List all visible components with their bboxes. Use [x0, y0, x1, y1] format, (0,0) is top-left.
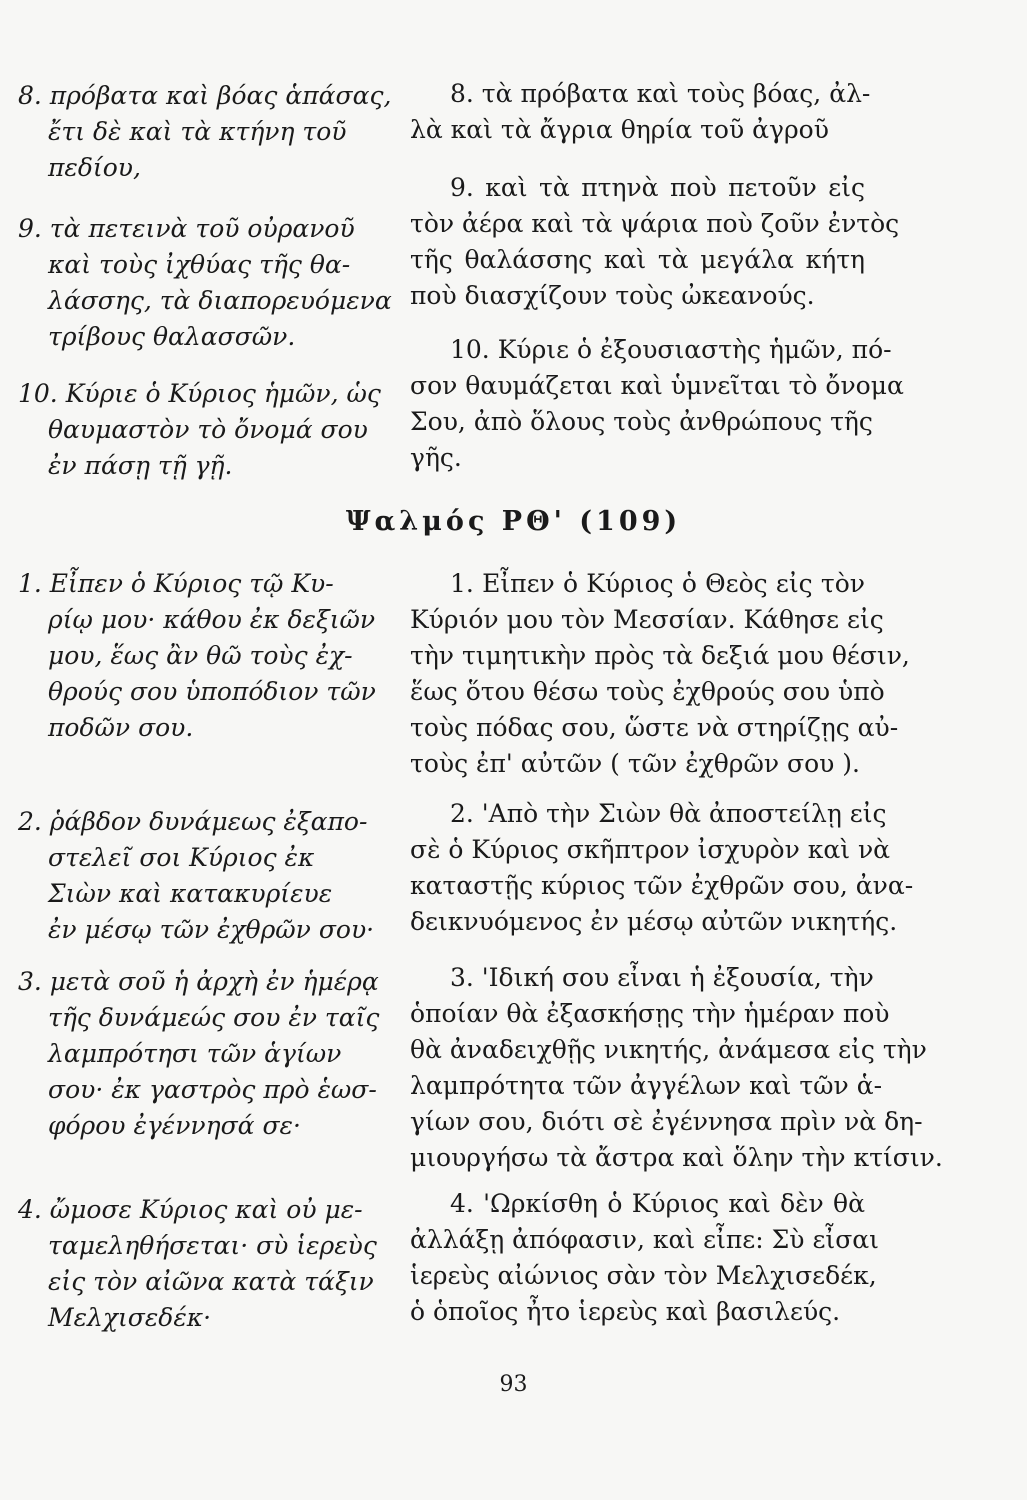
- verse-line: γῆς.: [410, 443, 462, 472]
- verse-line: θρούς σου ὑποπόδιον τῶν: [48, 677, 376, 706]
- psalm-heading: Ψαλμός ΡΘ' (109): [345, 506, 682, 537]
- verse-line: ποὺ διασχίζουν τοὺς ὠκεανούς.: [410, 281, 815, 310]
- verse-line: ἀλλάξῃ ἀπόφασιν, καὶ εἶπε: Σὺ εἶσαι: [410, 1225, 879, 1254]
- verse-line: ἔτι δὲ καὶ τὰ κτήνη τοῦ: [48, 117, 347, 146]
- verse-line: καὶ τοὺς ἰχθύας τῆς θα-: [48, 250, 351, 279]
- verse-line: τῆς δυνάμεώς σου ἐν ταῖς: [48, 1003, 380, 1032]
- verse-line: λαμπρότητα τῶν ἀγγέλων καὶ τῶν ἁ-: [410, 1071, 883, 1100]
- verse: [410, 332, 904, 476]
- verse-line: Μελχισεδέκ·: [48, 1303, 212, 1332]
- verse: [18, 376, 390, 484]
- verse-line: ὁποίαν θὰ ἐξασκήσῃς τὴν ἡμέραν ποὺ: [410, 999, 890, 1028]
- verse-line: 4. 'Ωρκίσθη ὁ Κύριος καὶ δὲν θὰ: [450, 1189, 865, 1218]
- verse-line: ταμεληθήσεται· σὺ ἱερεὺς: [48, 1231, 377, 1260]
- verse: [18, 566, 390, 746]
- verse-line: μου, ἕως ἂν θῶ τοὺς ἐχ-: [48, 641, 353, 670]
- verse-line: εἰς τὸν αἰῶνα κατὰ τάξιν: [48, 1267, 374, 1296]
- verse: [18, 211, 390, 355]
- verse-line: τὴν τιμητικὴν πρὸς τὰ δεξιά μου θέσιν,: [410, 641, 910, 670]
- verse-line: τὸν ἀέρα καὶ τὰ ψάρια ποὺ ζοῦν ἐντὸς: [410, 209, 900, 238]
- verse-line: 10. Κύριε ὁ Κύριος ἡμῶν, ὡς: [18, 379, 381, 408]
- verse-line: σου· ἐκ γαστρὸς πρὸ ἑωσ-: [48, 1075, 377, 1104]
- verse: [410, 796, 914, 940]
- verse-line: ρίῳ μου· κάθου ἐκ δεξιῶν: [48, 605, 376, 634]
- verse: [18, 78, 390, 186]
- verse-line: 3. μετὰ σοῦ ἡ ἀρχὴ ἐν ἡμέρᾳ: [18, 967, 379, 996]
- verse-line: φόρου ἐγέννησά σε·: [48, 1111, 301, 1140]
- verse-line: ποδῶν σου.: [48, 713, 194, 742]
- verse-line: ἕως ὅτου θέσω τοὺς ἐχθρούς σου ὑπὸ: [410, 677, 885, 706]
- verse-line: μιουργήσω τὰ ἄστρα καὶ ὅλην τὴν κτίσιν.: [410, 1143, 943, 1172]
- verse-line: θὰ ἀναδειχθῇς νικητής, ἀνάμεσα εἰς τὴν: [410, 1035, 927, 1064]
- verse: [18, 1192, 390, 1336]
- verse-line: λὰ καὶ τὰ ἄγρια θηρία τοῦ ἀγροῦ: [410, 115, 829, 144]
- verse-line: ἐν πάσῃ τῇ γῇ.: [48, 451, 233, 480]
- page-number: 93: [499, 1372, 528, 1397]
- verse-line: θαυμαστὸν τὸ ὄνομά σου: [48, 415, 368, 444]
- verse-line: 2. 'Απὸ τὴν Σιὼν θὰ ἀποστείλῃ εἰς: [450, 799, 887, 828]
- verse-line: Σιὼν καὶ κατακυρίευε: [48, 879, 333, 908]
- verse-line: τοὺς πόδας σου, ὥστε νὰ στηρίζῃς αὐ-: [410, 713, 899, 742]
- verse-line: Κύριόν μου τὸν Μεσσίαν. Κάθησε εἰς: [410, 605, 884, 634]
- verse-line: Σου, ἀπὸ ὅλους τοὺς ἀνθρώπους τῆς: [410, 407, 873, 436]
- verse-line: 1. Εἶπεν ὁ Κύριος ὁ Θεὸς εἰς τὸν: [450, 569, 865, 598]
- verse: [410, 170, 900, 314]
- verse: [18, 964, 390, 1144]
- verse-line: δεικνυόμενος ἐν μέσῳ αὐτῶν νικητής.: [410, 907, 898, 936]
- verse-line: τῆς θαλάσσης καὶ τὰ μεγάλα κήτη: [410, 245, 865, 274]
- verse-line: ἐν μέσῳ τῶν ἐχθρῶν σου·: [48, 915, 375, 944]
- verse-line: 1. Εἶπεν ὁ Κύριος τῷ Κυ-: [18, 569, 334, 598]
- verse-line: 8. τὰ πρόβατα καὶ τοὺς βόας, ἀλ-: [450, 79, 871, 108]
- verse-line: τοὺς ἐπ' αὐτῶν ( τῶν ἐχθρῶν σου ).: [410, 749, 860, 778]
- verse: [18, 804, 390, 948]
- verse: [410, 76, 871, 148]
- verse-line: 9. καὶ τὰ πτηνὰ ποὺ πετοῦν εἰς: [450, 173, 865, 202]
- verse-line: 2. ῥάβδον δυνάμεως ἐξαπο-: [18, 807, 368, 836]
- verse: [410, 566, 910, 782]
- verse-line: 10. Κύριε ὁ ἐξουσιαστὴς ἡμῶν, πό-: [450, 335, 892, 364]
- verse-line: σὲ ὁ Κύριος σκῆπτρον ἰσχυρὸν καὶ νὰ: [410, 835, 891, 864]
- verse-line: 4. ὤμοσε Κύριος καὶ οὐ με-: [18, 1195, 363, 1224]
- verse-line: ὁ ὁποῖος ἦτο ἱερεὺς καὶ βασιλεύς.: [410, 1297, 841, 1326]
- verse-line: 8. πρόβατα καὶ βόας ἁπάσας,: [18, 81, 392, 110]
- verse: [410, 960, 943, 1176]
- verse-line: 3. 'Ιδική σου εἶναι ἡ ἐξουσία, τὴν: [450, 963, 874, 992]
- verse-line: σον θαυμάζεται καὶ ὑμνεῖται τὸ ὄνομα: [410, 371, 904, 400]
- verse-line: λαμπρότησι τῶν ἁγίων: [48, 1039, 342, 1068]
- verse: [410, 1186, 879, 1330]
- verse-line: στελεῖ σοι Κύριος ἐκ: [48, 843, 315, 872]
- verse-line: ἱερεὺς αἰώνιος σὰν τὸν Μελχισεδέκ,: [410, 1261, 877, 1290]
- verse-line: 9. τὰ πετεινὰ τοῦ οὐρανοῦ: [18, 214, 355, 243]
- verse-line: πεδίου,: [48, 153, 141, 182]
- verse-line: γίων σου, διότι σὲ ἐγέννησα πρὶν νὰ δη-: [410, 1107, 923, 1136]
- verse-line: καταστῇς κύριος τῶν ἐχθρῶν σου, ἀνα-: [410, 871, 914, 900]
- verse-line: τρίβους θαλασσῶν.: [48, 322, 296, 351]
- verse-line: λάσσης, τὰ διαπορευόμενα: [48, 286, 392, 315]
